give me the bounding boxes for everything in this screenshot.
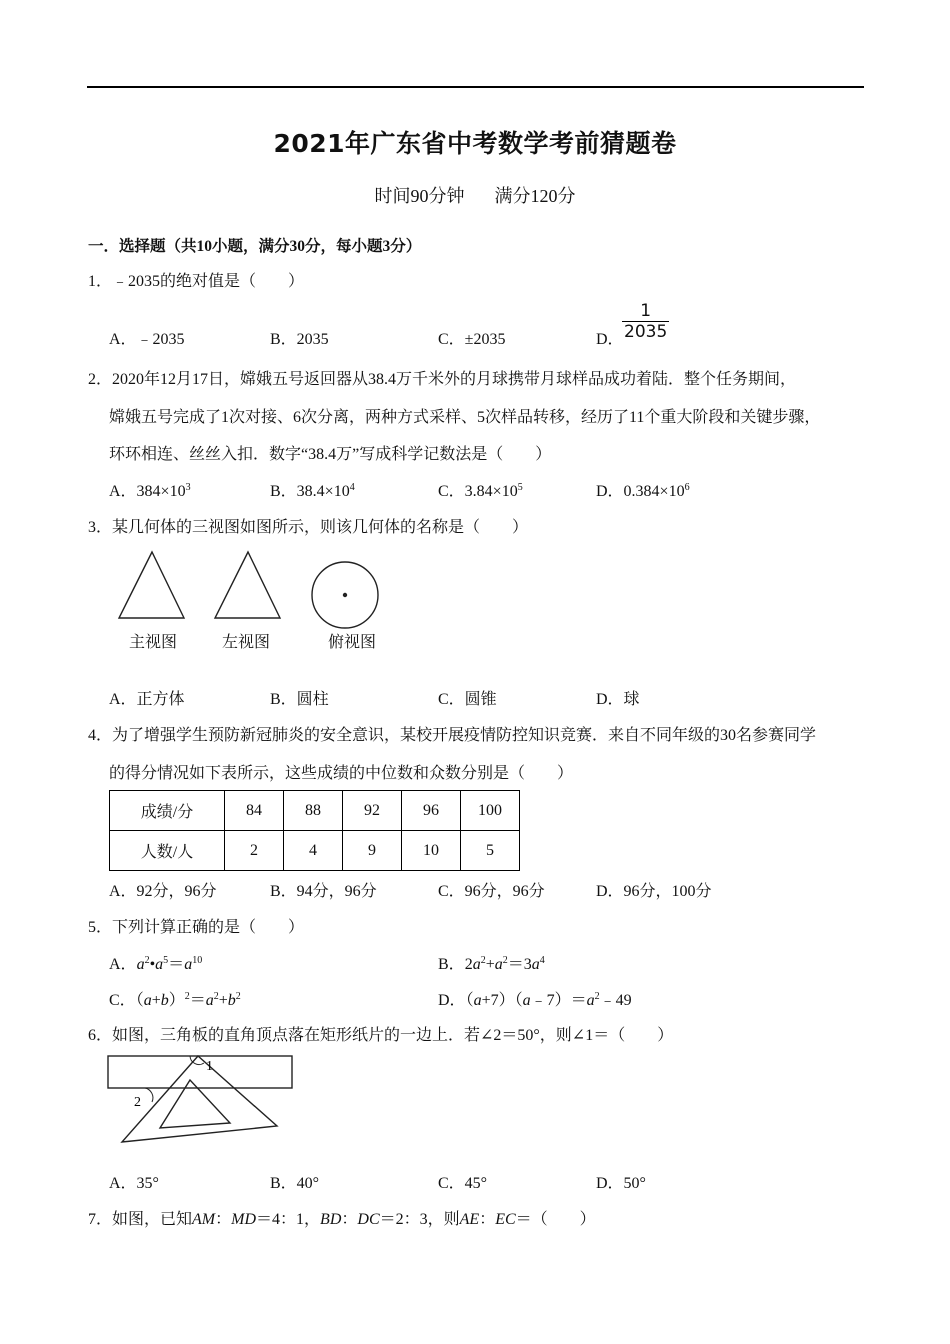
eq: ＝ bbox=[168, 956, 185, 973]
exp: 2 bbox=[184, 991, 190, 1002]
top-view-center-dot bbox=[343, 593, 347, 597]
dot: • bbox=[149, 956, 156, 973]
q3-option-a: A．正方体 bbox=[109, 691, 185, 708]
q5-d-label: D． bbox=[438, 992, 466, 1009]
exp: 10 bbox=[192, 955, 203, 966]
q1-option-d bbox=[596, 326, 624, 349]
score-table bbox=[109, 790, 520, 871]
table-header-cell: 人数/人 bbox=[110, 831, 225, 871]
plus: + bbox=[151, 992, 161, 1009]
table-row bbox=[110, 831, 520, 871]
q4-line1: 4．为了增强学生预防新冠肺炎的安全意识，某校开展疫情防控知识竞赛．来自不同年级的30名参赛同学 bbox=[88, 727, 817, 744]
table-cell: 4 bbox=[284, 831, 343, 871]
q5-c-label: C． bbox=[109, 992, 136, 1009]
q6-option-a: A．35° bbox=[109, 1175, 159, 1192]
expr-part: +7）（ bbox=[481, 992, 523, 1009]
paren: ） bbox=[168, 992, 185, 1009]
table-cell: 92 bbox=[343, 791, 402, 831]
var-a: a bbox=[473, 992, 482, 1009]
exp: 5 bbox=[163, 955, 169, 966]
triangle-rectangle-figure bbox=[100, 1050, 300, 1150]
front-view-label: 主视图 bbox=[129, 632, 178, 651]
q2-d-text: D．0.384×10 bbox=[596, 483, 685, 500]
var-a: a bbox=[205, 992, 214, 1009]
page-title: 2021年广东省中考数学考前猜题卷 bbox=[273, 129, 677, 158]
seg-dc: DC bbox=[357, 1211, 380, 1228]
angle1-label: 1 bbox=[206, 1059, 213, 1074]
q1-option-b: B．2035 bbox=[270, 331, 329, 348]
exp: 2 bbox=[594, 991, 600, 1002]
q4-option-d: D．96分，100分 bbox=[596, 883, 712, 900]
paren: （ bbox=[135, 992, 144, 1009]
var-a: a bbox=[586, 992, 595, 1009]
q4-option-c: C．96分，96分 bbox=[438, 883, 545, 900]
q2-a-exp: 3 bbox=[185, 482, 191, 493]
q6-option-d: D．50° bbox=[596, 1175, 646, 1192]
var-a: a bbox=[184, 956, 193, 973]
q1-option-a: A．﹣2035 bbox=[109, 331, 185, 348]
plus: + bbox=[218, 992, 228, 1009]
paren: （ bbox=[465, 992, 474, 1009]
colon: ： bbox=[479, 1211, 496, 1228]
table-cell: 100 bbox=[461, 791, 520, 831]
fraction-numerator: 1 bbox=[640, 301, 652, 321]
table-cell: 96 bbox=[402, 791, 461, 831]
seg-md: MD bbox=[231, 1211, 257, 1228]
q2-b-exp: 4 bbox=[349, 482, 355, 493]
ratio2: ＝2：3，则 bbox=[379, 1211, 460, 1228]
q1-option-c: C．±2035 bbox=[438, 331, 506, 348]
var-a: a bbox=[494, 956, 503, 973]
exp: 2 bbox=[235, 991, 241, 1002]
eq: ＝ bbox=[189, 992, 206, 1009]
q2-option-a bbox=[109, 478, 191, 501]
plus: + bbox=[485, 956, 495, 973]
var-a: a bbox=[522, 992, 531, 1009]
expr-part: ﹣7）＝ bbox=[530, 992, 587, 1009]
angle2-arc bbox=[145, 1088, 153, 1102]
rectangle-paper bbox=[108, 1056, 292, 1088]
table-cell: 9 bbox=[343, 831, 402, 871]
q4-option-b: B．94分，96分 bbox=[270, 883, 377, 900]
var-b: b bbox=[160, 992, 169, 1009]
front-view-triangle bbox=[119, 552, 184, 618]
angle2-label: 2 bbox=[134, 1095, 141, 1110]
ratio1: ＝4：1， bbox=[256, 1211, 321, 1228]
exam-time: 时间90分钟 bbox=[374, 186, 465, 206]
q1-stem: 1．﹣2035的绝对值是（ ） bbox=[88, 273, 305, 290]
q2-option-c bbox=[438, 478, 523, 501]
q6-option-c: C．45° bbox=[438, 1175, 488, 1192]
coef: 2 bbox=[464, 956, 473, 973]
fraction-denominator: 2035 bbox=[624, 322, 668, 342]
colon: ： bbox=[341, 1211, 358, 1228]
q1-fraction bbox=[622, 301, 669, 342]
q3-option-b: B．圆柱 bbox=[270, 691, 329, 708]
q2-line1: 2．2020年12月17日，嫦娥五号返回器从38.4万千米外的月球携带月球样品成功着陆．整个任务期间， bbox=[88, 371, 797, 388]
q2-c-exp: 5 bbox=[517, 482, 523, 493]
seg-ec: EC bbox=[495, 1211, 516, 1228]
q5-option-d bbox=[438, 987, 632, 1010]
q3-stem: 3．某几何体的三视图如图所示，则该几何体的名称是（ ） bbox=[88, 519, 529, 536]
var-b: b bbox=[227, 992, 236, 1009]
table-row bbox=[110, 791, 520, 831]
exp: 2 bbox=[213, 991, 219, 1002]
section-heading: 一．选择题（共10小题，满分30分，每小题3分） bbox=[88, 238, 422, 255]
side-view-triangle bbox=[215, 552, 280, 618]
q3-option-c: C．圆锥 bbox=[438, 691, 497, 708]
expr-part: ﹣49 bbox=[599, 992, 632, 1009]
q2-option-d bbox=[596, 478, 690, 501]
q2-line2: 嫦娥五号完成了1次对接、6次分离，两种方式采样、5次样品转移，经历了11个重大阶段和关键步骤， bbox=[109, 409, 821, 426]
q5-option-b bbox=[438, 951, 545, 974]
seg-bd: BD bbox=[320, 1211, 342, 1228]
table-header-cell: 成绩/分 bbox=[110, 791, 225, 831]
colon: ： bbox=[215, 1211, 232, 1228]
eq: ＝ bbox=[507, 956, 524, 973]
q2-line3: 环环相连、丝丝入扣．数字“38.4万”写成科学记数法是（ ） bbox=[109, 446, 552, 463]
seg-am: AM bbox=[192, 1211, 216, 1228]
q7-text: 7．如图，已知 bbox=[88, 1211, 193, 1228]
q5-stem: 5．下列计算正确的是（ ） bbox=[88, 919, 305, 936]
q2-option-b bbox=[270, 478, 355, 501]
q4-option-a: A．92分，96分 bbox=[109, 883, 217, 900]
exam-info bbox=[0, 182, 950, 208]
var-a: a bbox=[143, 992, 152, 1009]
q5-option-c bbox=[109, 987, 241, 1010]
side-view-label: 左视图 bbox=[222, 632, 271, 651]
var-a: a bbox=[155, 956, 164, 973]
q7-stem bbox=[88, 1206, 596, 1229]
q5-a-label: A． bbox=[109, 956, 137, 973]
exp: 2 bbox=[144, 955, 150, 966]
exp: 4 bbox=[539, 955, 545, 966]
table-cell: 2 bbox=[225, 831, 284, 871]
exam-full-score: 满分120分 bbox=[494, 186, 576, 206]
set-square-outer bbox=[122, 1056, 277, 1142]
var-a: a bbox=[531, 956, 540, 973]
top-view-label: 俯视图 bbox=[328, 632, 377, 651]
q6-option-b: B．40° bbox=[270, 1175, 320, 1192]
q2-c-text: C．3.84×10 bbox=[438, 483, 518, 500]
table-cell: 84 bbox=[225, 791, 284, 831]
header-rule bbox=[87, 86, 864, 88]
exp: 2 bbox=[502, 955, 508, 966]
q1-option-d-label: D． bbox=[596, 331, 624, 348]
q5-b-label: B． bbox=[438, 956, 465, 973]
table-cell: 10 bbox=[402, 831, 461, 871]
exp: 2 bbox=[480, 955, 486, 966]
q7-end: ＝（ ） bbox=[515, 1211, 596, 1228]
q5-option-a bbox=[109, 951, 202, 974]
q4-line2: 的得分情况如下表所示，这些成绩的中位数和众数分别是（ ） bbox=[109, 765, 574, 782]
table-cell: 88 bbox=[284, 791, 343, 831]
q2-a-text: A．384×10 bbox=[109, 483, 186, 500]
table-cell: 5 bbox=[461, 831, 520, 871]
seg-ae: AE bbox=[459, 1211, 480, 1228]
q6-stem: 6．如图，三角板的直角顶点落在矩形纸片的一边上．若∠2＝50°，则∠1＝（ ） bbox=[88, 1027, 674, 1044]
q2-d-exp: 6 bbox=[684, 482, 690, 493]
coef: 3 bbox=[523, 956, 532, 973]
var-a: a bbox=[136, 956, 145, 973]
q3-option-d: D．球 bbox=[596, 691, 640, 708]
q2-b-text: B．38.4×10 bbox=[270, 483, 350, 500]
var-a: a bbox=[472, 956, 481, 973]
